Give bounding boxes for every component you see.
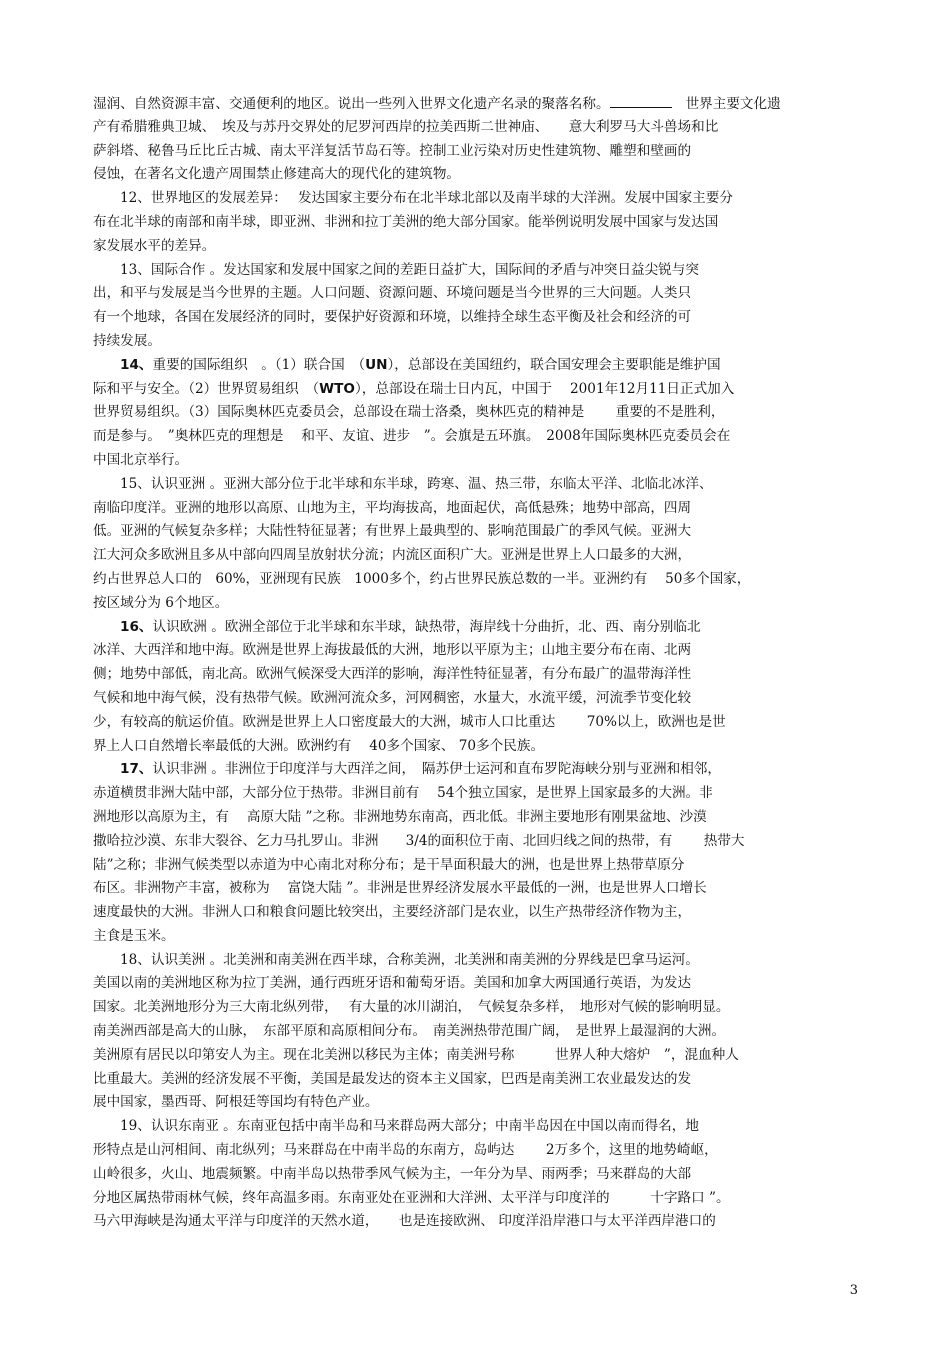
text-line: 侵蚀，在著名文化遗产周围禁止修建高大的现代化的建筑物。: [93, 166, 461, 183]
text-line: 国家。北美洲地形分为三大南北纵列带， 有大量的冰川湖泊， 气候复杂多样， 地形对气候的影响明显。: [93, 999, 730, 1016]
text-line: 界上人口自然增长率最低的大洲。欧洲约有 40多个国家、 70多个民族。: [93, 737, 545, 754]
text-line: 布区。非洲物产丰富，被称为 富饶大陆 ”。非洲是世界经济发展水平最低的一洲，也是世界人口增长: [93, 880, 707, 897]
text-line: 比重最大。美洲的经济发展不平衡，美国是最发达的资本主义国家，巴西是南美洲工农业最发达的发: [93, 1070, 692, 1087]
text-line: 际和平与安全。（2）世界贸易组织 （WTO），总部设在瑞士日内瓦，中国于 2001年12月11日正式加入: [93, 380, 735, 397]
text-line: 产有希腊雅典卫城、 埃及与苏丹交界处的尼罗河西岸的拉美西斯二世神庙、 意大利罗马大斗兽场和比: [93, 118, 719, 135]
text-line: 湿润、自然资源丰富、交通便利的地区。说出一些列入世界文化遗产名录的聚落名称。 世界主要文化遗: [93, 92, 863, 116]
text-line: 速度最快的大洲。非洲人口和粮食问题比较突出，主要经济部门是农业，以生产热带经济作物为主，: [93, 904, 692, 921]
page-number: 3: [849, 1283, 858, 1298]
text-line: 洲地形以高原为主，有 高原大陆 ”之称。非洲地势东南高，西北低。非洲主要地形有刚果盆地、沙漠: [93, 808, 707, 825]
answer-blank: [610, 92, 672, 108]
text-line: 陆”之称；非洲气候类型以赤道为中心南北对称分布；是干旱面积最大的洲，也是世界上热带草原分: [93, 856, 685, 873]
text-line: 形特点是山河相间、南北纵列；马来群岛在中南半岛的东南方，岛屿达 2万多个，这里的地势崎岖，: [93, 1142, 718, 1159]
text-line: 冰洋、大西洋和地中海。欧洲是世界上海拔最低的大洲，地形以平原为主；山地主要分布在南、北两: [93, 642, 692, 659]
text-line: 南临印度洋。亚洲的地形以高原、山地为主，平均海拔高，地面起伏，高低悬殊；地势中部高，四周: [93, 499, 692, 516]
text-line: 约占世界总人口的 60%，亚洲现有民族 1000多个，约占世界民族总数的一半。亚洲约有 50多个国家，: [93, 570, 751, 587]
text-line: 萨斜塔、秘鲁马丘比丘古城、南太平洋复活节岛石等。控制工业污染对历史性建筑物、雕塑和壁画的: [93, 142, 692, 159]
text-line: 美国以南的美洲地区称为拉丁美洲，通行西班牙语和葡萄牙语。美国和加拿大两国通行英语，为发达: [93, 975, 692, 992]
text-line: 17、认识非洲 。非洲位于印度洋与大西洋之间， 隔苏伊士运河和直布罗陀海峡分别与亚洲和相邻，: [120, 761, 721, 778]
text-line: 侧；地势中部低，南北高。欧洲气候深受大西洋的影响，海洋性特征显著，有分布最广的温带海洋性: [93, 666, 692, 683]
text-line: 19、认识东南亚 。东南亚包括中南半岛和马来群岛两大部分；中南半岛因在中国以南而得名，地: [120, 1118, 699, 1135]
text-line: 江大河众多欧洲且多从中部向四周呈放射状分流；内流区面积广大。亚洲是世界上人口最多的大洲，: [93, 547, 692, 564]
text-line: 分地区属热带雨林气候，终年高温多雨。东南亚处在亚洲和大洋洲、太平洋与印度洋的 十字路口 ”。: [93, 1189, 730, 1206]
text-line: 中国北京举行。: [93, 451, 189, 468]
text-line: 而是参与。 ”奥林匹克的理想是 和平、友谊、进步 ”。会旗是五环旗。 2008年国际奥林匹克委员会在: [93, 428, 731, 445]
text-line: 气候和地中海气候，没有热带气候。欧洲河流众多，河网稠密，水量大，水流平缓，河流季节变化较: [93, 689, 692, 706]
text-line: 低。亚洲的气候复杂多样；大陆性特征显著；有世界上最典型的、影响范围最广的季风气候。亚洲大: [93, 523, 692, 540]
text-line: 13、国际合作 。发达国家和发展中国家之间的差距日益扩大，国际间的矛盾与冲突日益尖锐与突: [120, 261, 699, 278]
text-line: 布在北半球的南部和南半球，即亚洲、非洲和拉丁美洲的绝大部分国家。能举例说明发展中国家与发达国: [93, 213, 719, 230]
text-line: 15、认识亚洲 。亚洲大部分位于北半球和东半球，跨寒、温、热三带，东临太平洋、北临北冰洋、: [120, 475, 713, 492]
text-line: 马六甲海峡是沟通太平洋与印度洋的天然水道， 也是连接欧洲、 印度洋沿岸港口与太平洋西岸港口的: [93, 1213, 716, 1230]
text-line: 南美洲西部是高大的山脉， 东部平原和高原相间分布。 南美洲热带范围广阔， 是世界上最湿润的大洲。: [93, 1023, 726, 1040]
text-line: 持续发展。: [93, 332, 161, 349]
text-line: 16、认识欧洲 。欧洲全部位于北半球和东半球，缺热带，海岸线十分曲折，北、西、南分别临北: [120, 618, 701, 635]
text-line: 按区域分为 6个地区。: [93, 594, 229, 611]
text-line: 少，有较高的航运价值。欧洲是世界上人口密度最大的大洲，城市人口比重达 70%以上，欧洲也是世: [93, 713, 726, 730]
text-line: 展中国家，墨西哥、阿根廷等国均有特色产业。: [93, 1094, 379, 1111]
text-line: 12、世界地区的发展差异： 发达国家主要分布在北半球北部以及南半球的大洋洲。发展中国家主要分: [120, 190, 733, 207]
text-line: 撒哈拉沙漠、东非大裂谷、乞力马扎罗山。非洲 3/4的面积位于南、北回归线之间的热带，有 热带大: [93, 832, 745, 849]
text-line: 山岭很多，火山、地震频繁。中南半岛以热带季风气候为主，一年分为旱、雨两季；马来群岛的大部: [93, 1165, 692, 1182]
text-line: 18、认识美洲 。北美洲和南美洲在西半球，合称美洲，北美洲和南美洲的分界线是巴拿马运河。: [120, 951, 699, 968]
text-line: 14、重要的国际组织 。（1）联合国 （UN），总部设在美国纽约，联合国安理会主要职能是维护国: [120, 356, 721, 373]
text-line: 主食是玉米。: [93, 927, 175, 944]
text-line: 赤道横贯非洲大陆中部，大部分位于热带。非洲目前有 54个独立国家，是世界上国家最多的大洲。非: [93, 785, 713, 802]
text-line: 有一个地球，各国在发展经济的同时，要保护好资源和环境，以维持全球生态平衡及社会和经济的可: [93, 309, 692, 326]
text-line: 世界贸易组织。（3）国际奥林匹克委员会，总部设在瑞士洛桑，奥林匹克的精神是 重要的不是胜利，: [93, 404, 725, 421]
text-line: 家发展水平的差异。: [93, 237, 216, 254]
text-line: 美洲原有居民以印第安人为主。现在北美洲以移民为主体；南美洲号称 世界人种大熔炉 ”，混血种人: [93, 1046, 739, 1063]
body-text: [93, 92, 863, 1234]
text-line: 出，和平与发展是当今世界的主题。人口问题、资源问题、环境问题是当今世界的三大问题。人类只: [93, 285, 692, 302]
